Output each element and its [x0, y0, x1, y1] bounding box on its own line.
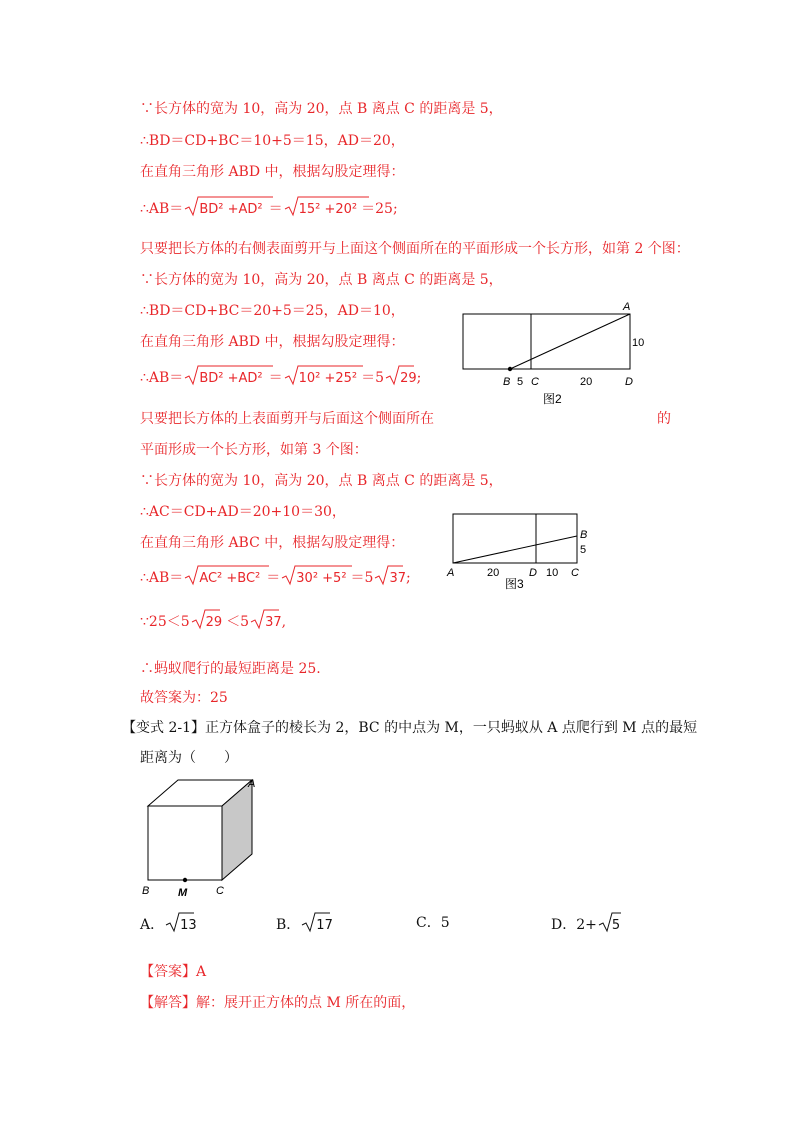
option-label: B． — [276, 917, 301, 933]
solution-line — [140, 994, 415, 1012]
label-5: 5 — [517, 376, 524, 388]
formula-line: ∴AB＝ BD² +AD² ＝ 15² +20² ＝25; — [140, 196, 398, 219]
formula-prefix: ∴AB＝ — [140, 570, 184, 586]
figure-2 — [455, 298, 665, 410]
option-value: 5 — [440, 915, 450, 931]
problem-text: 正方体盒子的棱长为 2，BC 的中点为 M，一只蚂蚁从 A 点爬行到 M 点的最短 — [205, 720, 698, 736]
label-c: C — [531, 376, 539, 388]
solution-tag: 【解答】 — [140, 995, 196, 1011]
label-20: 20 — [580, 376, 593, 388]
step-line: ∵长方体的宽为 10，高为 20，点 B 离点 C 的距离是 5， — [140, 101, 503, 117]
answer-section — [140, 963, 206, 981]
label-b: B — [142, 885, 150, 897]
point-b-dot — [508, 367, 512, 371]
punct: ; — [406, 570, 411, 586]
label-m: M — [178, 887, 188, 899]
radicand: 10² +25² — [298, 371, 358, 386]
comparison-op: ＜5 — [226, 614, 250, 630]
radicand: 5 — [611, 918, 621, 933]
radicand: 13 — [180, 918, 197, 933]
comparison-line — [140, 609, 286, 632]
option-b[interactable] — [276, 912, 333, 934]
label-a: A — [623, 301, 631, 313]
step-line: 只要把长方体的上表面剪开与后面这个侧面所在 — [140, 411, 434, 427]
formula-prefix: ∴AB＝ — [140, 370, 184, 386]
radicand: 17 — [316, 918, 333, 933]
option-value: 2+ — [576, 917, 597, 933]
radicand: 29 — [400, 371, 417, 386]
label-10: 10 — [546, 567, 559, 579]
formula-line: ∴AB＝ BD² +AD² ＝ 10² +25² ＝5 29; — [140, 365, 421, 388]
step-line: ∴AC＝CD+AD＝20+10＝30， — [140, 504, 346, 520]
answer-value: A — [196, 964, 207, 980]
unfolded-rectangle — [453, 514, 577, 563]
conclusion-line: ∴蚂蚁爬行的最短距离是 25. — [140, 661, 321, 677]
figure-3 — [445, 508, 605, 592]
path-line — [453, 536, 577, 563]
problem-line — [122, 719, 697, 737]
label-c: C — [216, 885, 224, 897]
option-c[interactable] — [416, 912, 450, 932]
punct: ; — [416, 370, 422, 386]
radicand: BD² +AD² — [199, 371, 263, 386]
label-5: 5 — [580, 544, 587, 556]
solution-text: 解：展开正方体的点 M 所在的面， — [196, 995, 416, 1011]
problem-tag: 【变式 2-1】 — [122, 720, 205, 736]
option-a[interactable] — [140, 912, 197, 934]
formula-prefix: ∴AB＝ — [140, 201, 184, 217]
step-line: 只要把长方体的右侧表面剪开与上面这个侧面所在的平面形成一个长方形，如第 2 个图： — [140, 241, 690, 257]
radicand: BD² +AD² — [199, 202, 263, 217]
formula-result: ＝5 — [350, 570, 374, 586]
radicand: 37 — [265, 615, 282, 630]
radicand: 15² +20² — [298, 202, 358, 217]
label-d: D — [529, 567, 537, 579]
label-c: C — [571, 567, 579, 579]
label-b: B — [503, 376, 511, 388]
radicand: 29 — [205, 615, 223, 630]
radicand: 30² +5² — [296, 571, 347, 586]
step-line: 在直角三角形 ABC 中，根据勾股定理得： — [140, 535, 405, 551]
step-line: 在直角三角形 ABD 中，根据勾股定理得： — [140, 164, 405, 180]
option-d[interactable] — [551, 912, 620, 934]
formula-result: ＝25 — [361, 201, 393, 217]
figure-caption: 图2 — [543, 392, 562, 406]
step-line: 平面形成一个长方形，如第 3 个图： — [140, 442, 368, 458]
label-20: 20 — [487, 567, 500, 579]
figure-caption: 图3 — [505, 577, 524, 591]
step-line: ∴BD＝CD+BC＝10+5＝15，AD＝20， — [140, 133, 405, 149]
cube-figure — [138, 772, 268, 900]
unfolded-rectangle — [463, 314, 630, 369]
radicand: AC² +BC² — [199, 571, 261, 586]
comparison-prefix: ∵25＜5 — [140, 614, 190, 630]
answer-tag: 【答案】 — [140, 964, 196, 980]
label-a: A — [248, 778, 256, 790]
answer-line: 故答案为：25 — [140, 690, 228, 706]
punct: , — [281, 614, 287, 630]
formula-result: ＝5 — [361, 370, 385, 386]
path-line — [510, 314, 630, 369]
label-d: D — [625, 376, 633, 388]
problem-line: 距离为（ ） — [140, 750, 238, 766]
label-10: 10 — [632, 337, 645, 349]
punct: ; — [392, 201, 398, 217]
option-label: A． — [140, 917, 165, 933]
option-label: D． — [551, 917, 577, 933]
step-line: ∵长方体的宽为 10，高为 20，点 B 离点 C 的距离是 5， — [140, 272, 503, 288]
step-line: ∴BD＝CD+BC＝20+5＝25，AD＝10， — [140, 303, 405, 319]
point-m-dot — [183, 878, 187, 882]
radicand: 37 — [389, 571, 407, 586]
label-b: B — [580, 529, 588, 541]
step-line-tail: 的 — [657, 411, 671, 427]
formula-line: ∴AB＝ AC² +BC² ＝ 30² +5² ＝5 37; — [140, 565, 411, 588]
step-line: ∵长方体的宽为 10，高为 20，点 B 离点 C 的距离是 5， — [140, 473, 503, 489]
label-a: A — [447, 567, 455, 579]
option-label: C． — [416, 915, 441, 931]
cube-front-face — [148, 806, 222, 880]
step-line: 在直角三角形 ABD 中，根据勾股定理得： — [140, 334, 405, 350]
